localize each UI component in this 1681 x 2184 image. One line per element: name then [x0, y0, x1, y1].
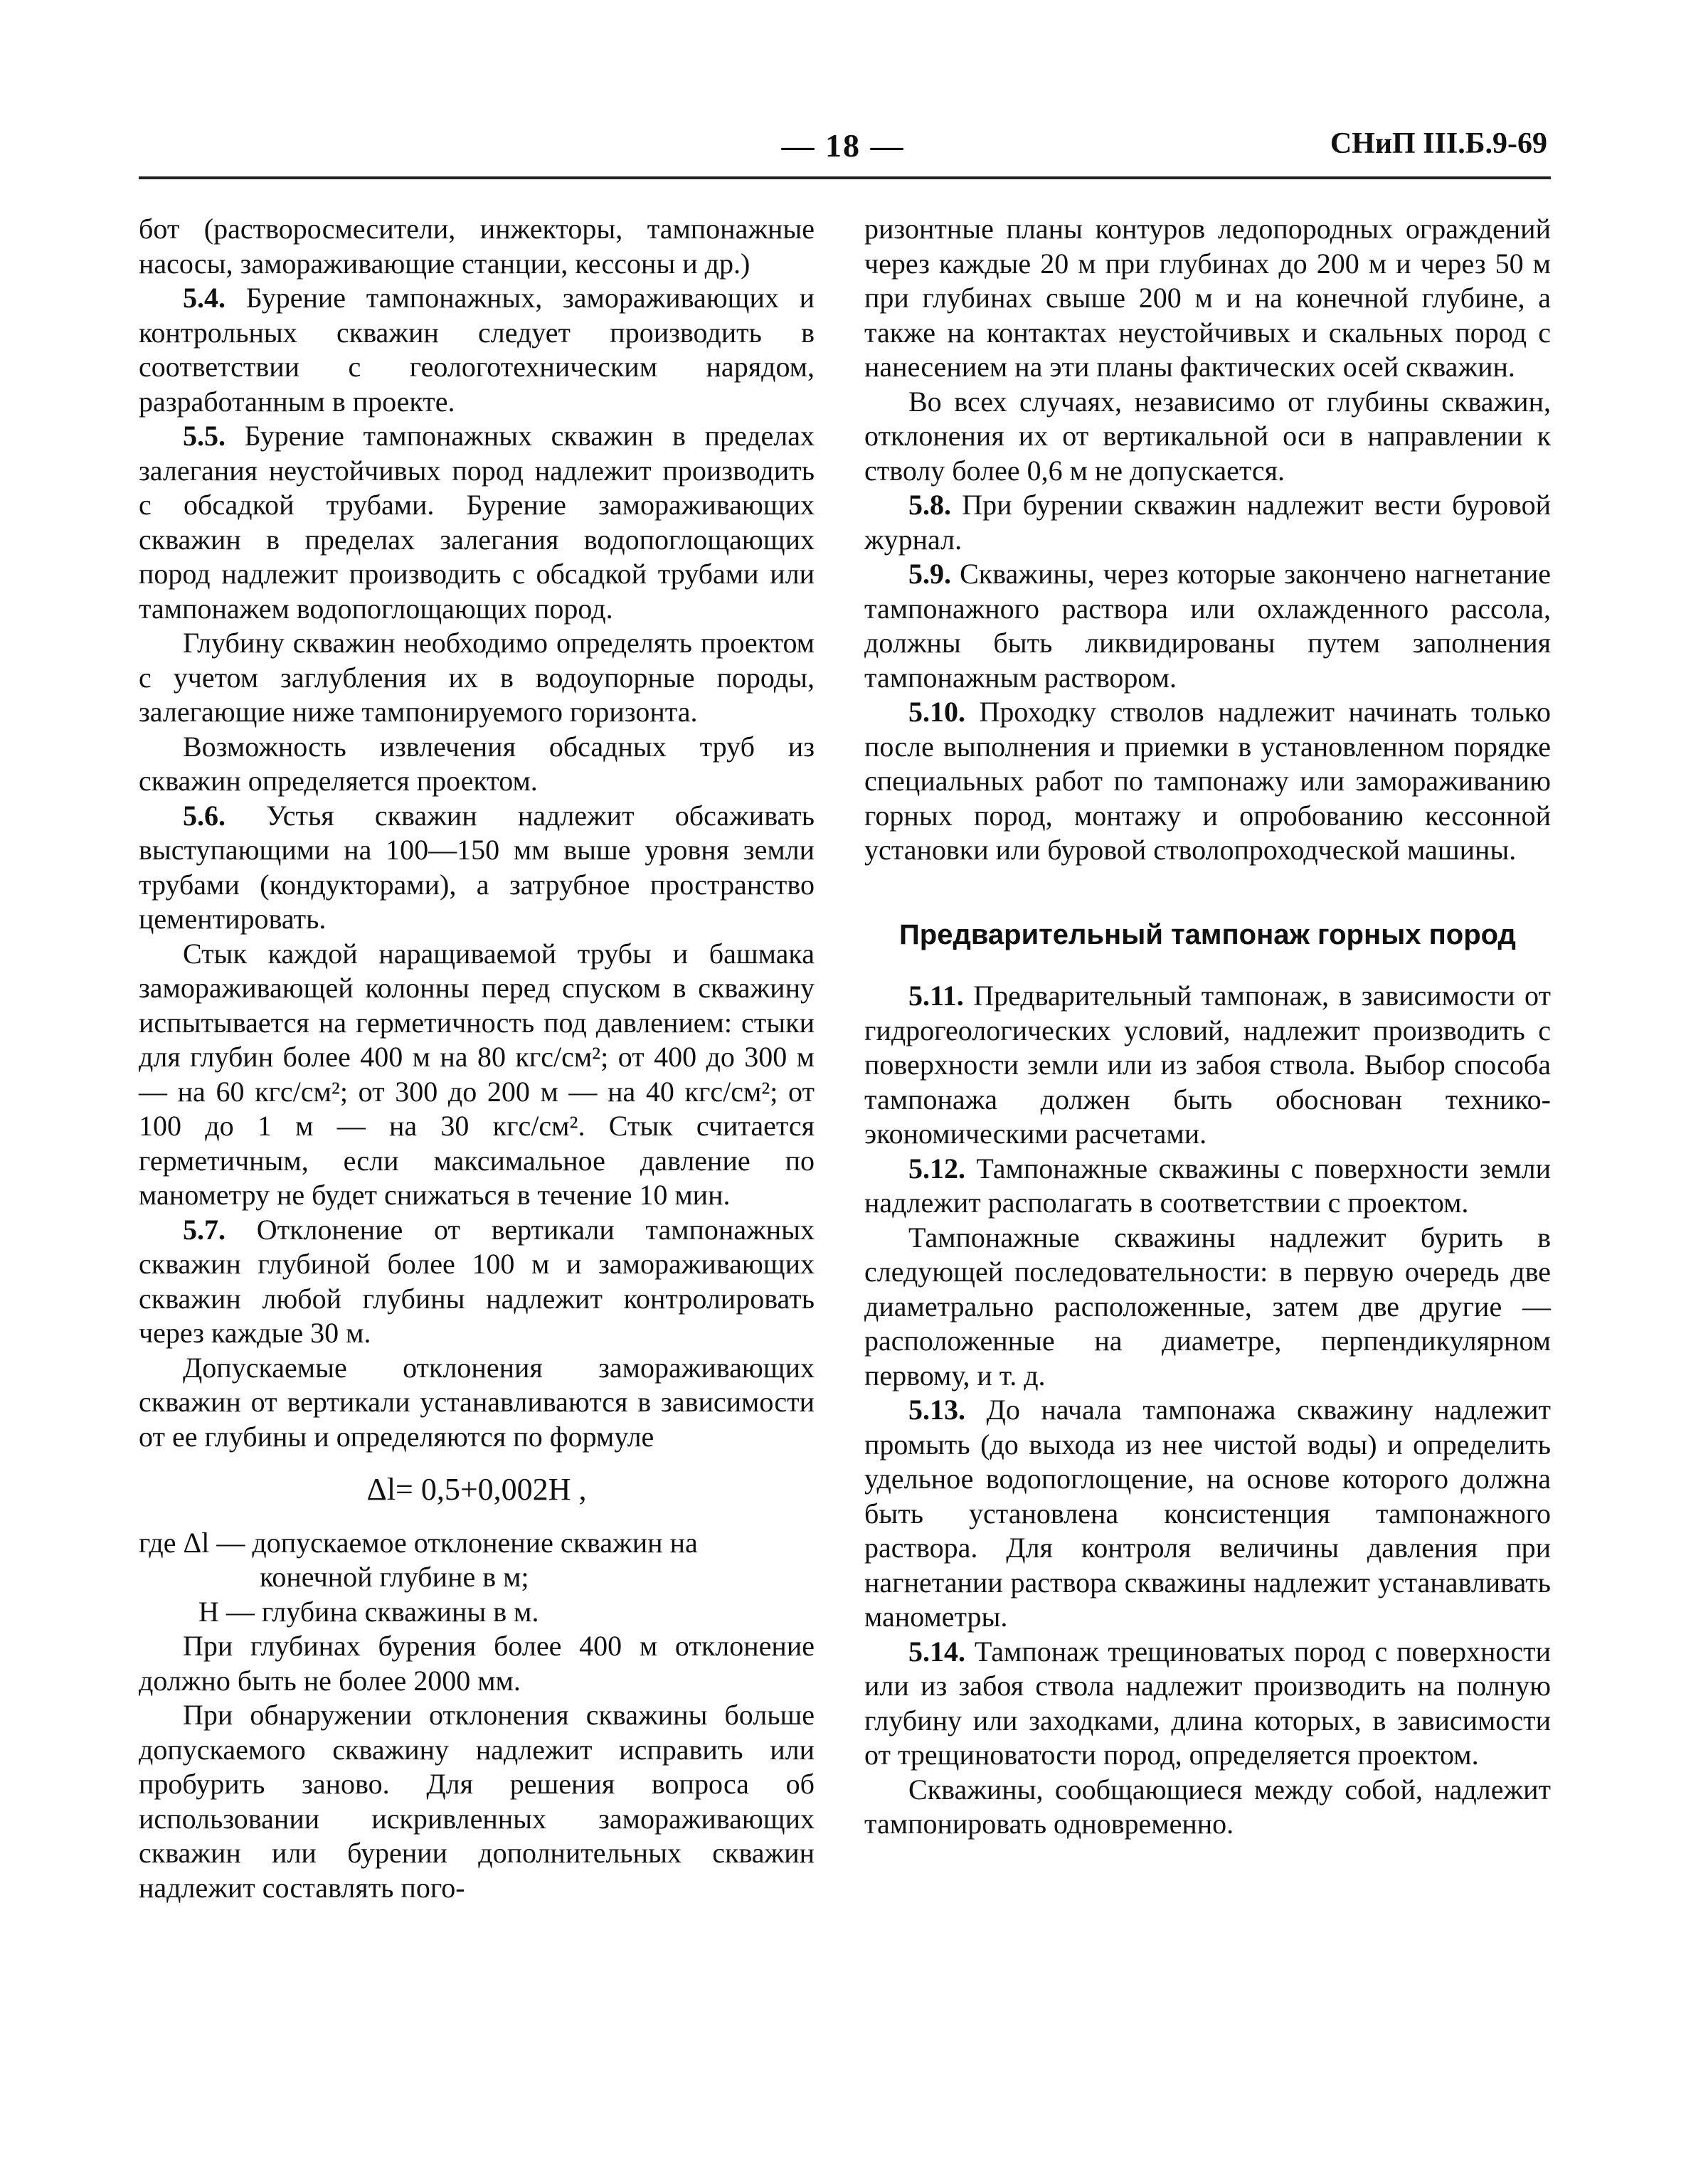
legend-line: конечной глубине в м; — [260, 1561, 529, 1593]
clause-text: При бурении скважин надлежит вести буровой журнал. — [864, 489, 1551, 556]
clause-text: Бурение тампонажных, замораживающих и контрольных скважин следует производить в соответствии с геологотехническим нарядом, разработанным в проекте. — [139, 282, 815, 418]
legend-line: H — глубина скважины в м. — [198, 1595, 539, 1628]
clause-number: 5.14. — [908, 1635, 965, 1668]
clause-number: 5.13. — [908, 1394, 965, 1426]
clause-5-12 — [864, 1152, 1551, 1221]
section-title: Предварительный тампонаж горных пород — [899, 918, 1516, 950]
paragraph: Возможность извлечения обсадных труб из скважин определяется проектом. — [139, 730, 815, 797]
clause-5-9 — [864, 557, 1551, 695]
page-header — [139, 127, 1547, 172]
clause-5-11 — [864, 979, 1551, 1152]
clause-number: 5.10. — [908, 696, 965, 728]
paragraph: Во всех случаях, независимо от глубины скважин, отклонения их от вертикальной оси в направлении к стволу более 0,6 м не допускается. — [864, 385, 1551, 487]
clause-text: Бурение тампонажных скважин в пределах залегания неустойчивых пород надлежит производить с обсадкой трубами. Бурение замораживающих скважин в пределах залегания водопоглощающих пород надлежит производить с обсадкой трубами или тампонажем водопоглощающих пород. — [139, 420, 815, 625]
clause-number: 5.9. — [908, 558, 951, 590]
clause-number: 5.8. — [908, 489, 951, 521]
clause-5-4 — [139, 281, 815, 419]
clause-text: Проходку стволов надлежит начинать только после выполнения и приемки в установленном порядке специальных работ по тампонажу или замораживанию горных пород, монтажу и опробованию кессонной установки или буровой стволопроходческой машины. — [864, 696, 1551, 866]
clause-text: Скважины, через которые закончено нагнетание тампонажного раствора или охлажденного рассола, должны быть ликвидированы путем заполнения тампонажным раствором. — [864, 558, 1551, 694]
clause-number: 5.5. — [183, 420, 226, 452]
paragraph: бот (растворосмесители, инжекторы, тампонажные насосы, замораживающие станции, кессоны и др.) — [139, 213, 815, 280]
paragraph: ризонтные планы контуров ледопородных ограждений через каждые 20 м при глубинах до 200 м и через 50 м при глубинах свыше 200 м и на конечной глубине, а также на контактах неустойчивых и скальных пород с нанесением на эти планы фактических осей скважин. — [864, 213, 1551, 383]
clause-text: До начала тампонажа скважину надлежит промыть (до выхода из нее чистой воды) и определить удельное водопоглощение, на основе которого должна быть установлена консистенция тампонажного раствора. Для контроля величины давления при нагнетании раствора скважины надлежит устанавливать манометры. — [864, 1394, 1551, 1633]
paragraph: При обнаружении отклонения скважины больше допускаемого скважину надлежит исправить или пробурить заново. Для решения вопроса об использовании искривленных замораживающих скважин или бурении дополнительных скважин надлежит составлять пого- — [139, 1699, 815, 1904]
paragraph: Тампонажные скважины надлежит бурить в следующей последовательности: в первую очередь две диаметрально расположенные, затем две другие — расположенные на диаметре, перпендикулярном первому, и т. д. — [864, 1221, 1551, 1391]
document-code: СНиП III.Б.9-69 — [1330, 127, 1547, 160]
clause-5-8 — [864, 488, 1551, 557]
formula-legend — [139, 1526, 815, 1630]
clause-5-6 — [139, 799, 815, 937]
clause-number: 5.11. — [908, 980, 964, 1012]
legend-line: где Δl — допускаемое отклонение скважин на — [139, 1526, 698, 1559]
clause-5-13 — [864, 1393, 1551, 1635]
clause-5-5 — [139, 419, 815, 626]
paragraph: Скважины, сообщающиеся между собой, надлежит тампонировать одновременно. — [864, 1773, 1551, 1840]
paragraph: Глубину скважин необходимо определять проектом с учетом заглубления их в водоупорные породы, залегающие ниже тампонируемого горизонта. — [139, 627, 815, 728]
clause-text: Предварительный тампонаж, в зависимости от гидрогеологических условий, надлежит производить с поверхности земли или из забоя ствола. Выбор способа тампонажа должен быть обоснован технико-экономическими расчетами. — [864, 980, 1551, 1150]
left-column — [139, 212, 815, 1905]
paragraph: Стык каждой наращиваемой трубы и башмака замораживающей колонны перед спуском в скважину испытывается на герметичность под давлением: стыки для глубин более 400 м на 80 кгс/см²; от 400 до 300 м — на 60 кгс/см²; от 300 до 200 м — на 40 кгс/см²; от 100 до 1 м — на 30 кгс/см². Стык считается герметичным, если максимальное давление по манометру не будет снижаться в течение 10 мин. — [139, 937, 815, 1211]
clause-5-10 — [864, 695, 1551, 868]
paragraph: При глубинах бурения более 400 м отклонение должно быть не более 2000 мм. — [139, 1630, 815, 1697]
clause-text: Тампонаж трещиноватых пород с поверхности или из забоя ствола надлежит производить на полную глубину или заходками, длина которых, в зависимости от трещиноватости пород, определяется проектом. — [864, 1635, 1551, 1771]
clause-5-14 — [864, 1635, 1551, 1773]
clause-text: Устья скважин надлежит обсаживать выступающими на 100—150 мм выше уровня земли трубами (кондукторами), а затрубное пространство цементировать. — [139, 799, 815, 935]
formula: Δl= 0,5+0,002H , — [366, 1472, 587, 1507]
right-column — [864, 212, 1551, 1842]
clause-number: 5.4. — [183, 282, 226, 314]
clause-text: Тампонажные скважины с поверхности земли надлежит располагать в соответствии с проектом. — [864, 1152, 1551, 1219]
clause-number: 5.7. — [183, 1213, 226, 1246]
page-number: — 18 — — [781, 127, 905, 164]
header-rule — [139, 176, 1551, 179]
paragraph: Допускаемые отклонения замораживающих скважин от вертикали устанавливаются в зависимости от ее глубины и определяются по формуле — [139, 1351, 815, 1453]
clause-5-7 — [139, 1213, 815, 1351]
clause-number: 5.12. — [908, 1152, 965, 1184]
clause-text: Отклонение от вертикали тампонажных скважин глубиной более 100 м и замораживающих скважин любой глубины надлежит контролировать через каждые 30 м. — [139, 1213, 815, 1349]
clause-number: 5.6. — [183, 799, 226, 832]
